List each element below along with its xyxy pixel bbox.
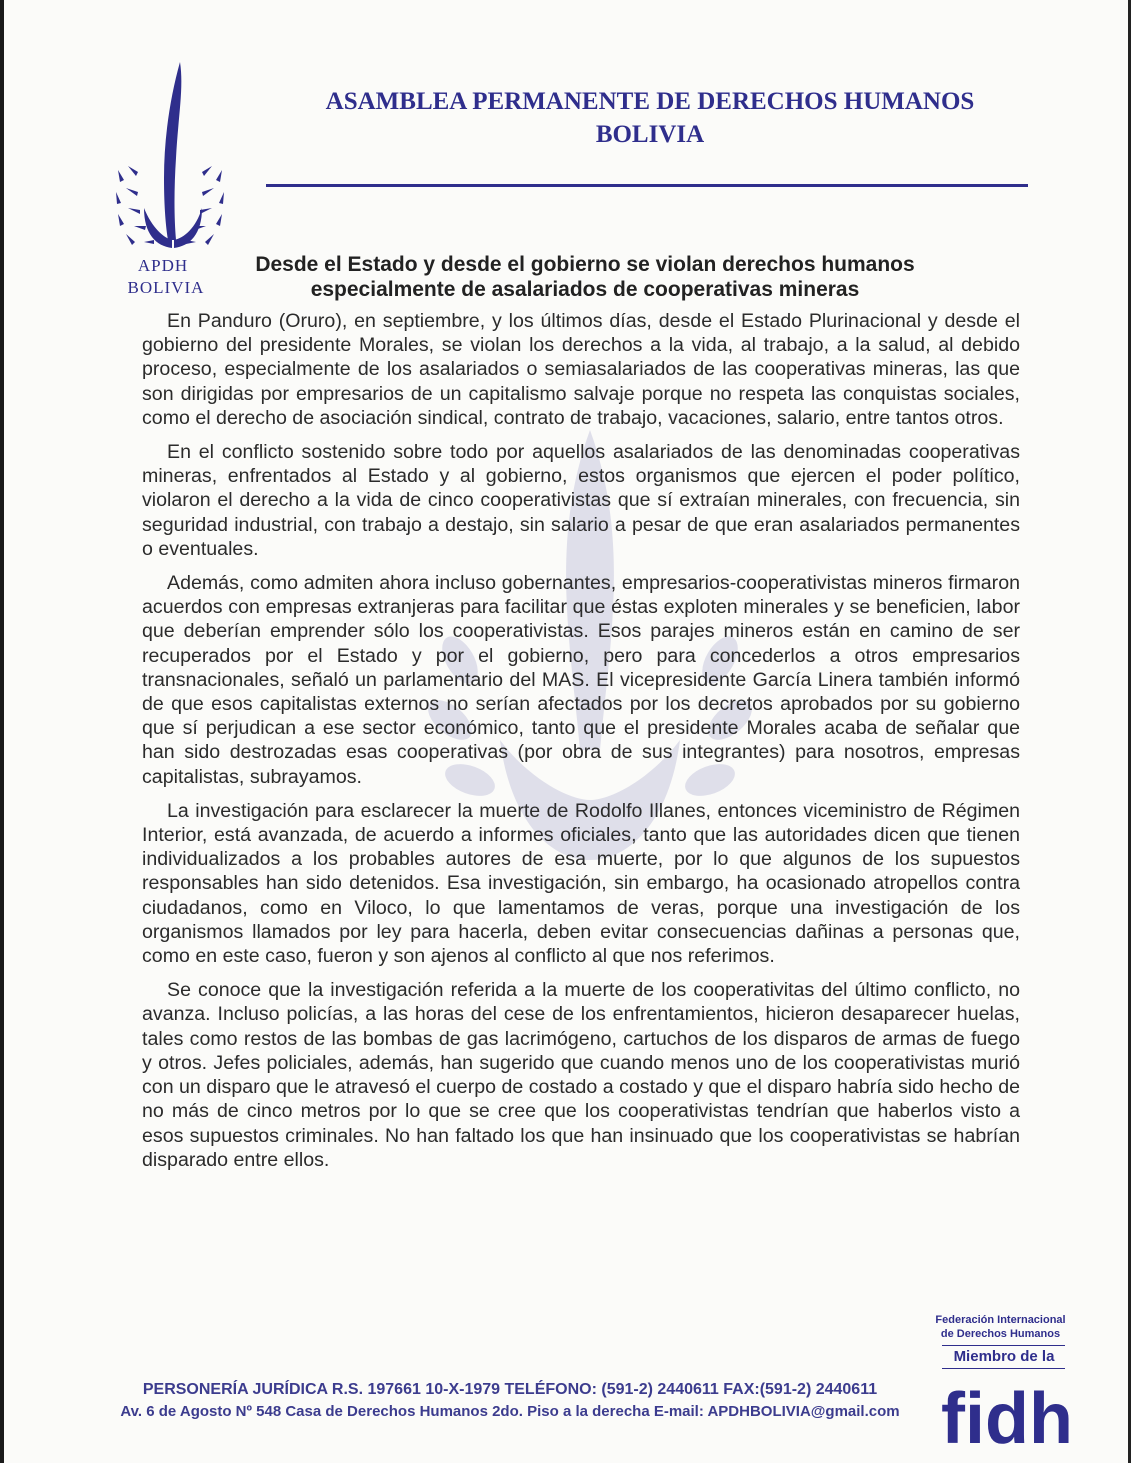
fidh-divider-bottom [942, 1368, 1065, 1369]
paragraph: Se conoce que la investigación referida a la muerte de los cooperativitas del último conflicto, no avanza. Incluso policías, a las horas del cese de los enfrentamientos, hicieron desaparecer huelas, tales como restos de las bombas de gas lacrimógeno, cartuchos de los disparos de armas de fuego y otros. Jefes policiales, además, han sugerido que cuando menos uno de los cooperativistas murió con un disparo que le atravesó el cuerpo de costado a costado y que el disparo habría sido hecho de no más de cinco metros por lo que se cree que los cooperativistas tendrían que haberlos visto a esos supuestos criminales. No han faltado los que han insinuado que los cooperativistas se habrían disparado entre ellos. [142, 979, 1020, 1171]
footer-address: Av. 6 de Agosto Nº 548 Casa de Derechos Humanos 2do. Piso a la derecha E-mail: APDHBOLIVIA@gmail.com [120, 1403, 900, 1420]
fidh-logo-text: fidh [941, 1379, 1073, 1459]
paragraph: Además, como admiten ahora incluso gobernantes, empresarios-cooperativistas mineros firmaron acuerdos con empresas extranjeras para facilitar que éstas exploten minerales y se beneficien, labor que deberían emprender sólo los cooperativistas. Esos parajes mineros están en camino de ser recuperados por el Estado y por el gobierno, pero para concederlos a otros empresarios transnacionales, señaló un parlamentario del MAS. El vicepresidente García Linera también informó de que esos capitalistas externos no serían afectados por los decretos aprobados por su gobierno que sí perjudican a ese sector económico, tanto que el presidente Morales acaba de señalar que han sido destrozadas esas cooperativas (por obra de sus integrantes) para nosotros, empresas capitalistas, subrayamos. [142, 572, 1020, 788]
document-body [142, 309, 1020, 1182]
fidh-divider-top [942, 1345, 1065, 1346]
apdh-logo [104, 58, 234, 303]
fidh-federation-label [928, 1313, 1073, 1341]
header-divider [266, 184, 1028, 187]
logo-bolivia-text: BOLIVIA [127, 278, 205, 297]
fidh-federation-line1: Federación Internacional [935, 1314, 1066, 1326]
fidh-logo-icon [941, 1375, 1073, 1459]
paragraph: En el conflicto sostenido sobre todo por aquellos asalariados de las denominadas cooperativas mineras, enfrentados al Estado y al gobierno, estos organismos que ejercen el poder político, violaron el derecho a la vida de cinco cooperativistas que sí extraían minerales, con frecuencia, sin seguridad industrial, con trabajo a destajo, sin salario a pesar de que eran asalariados permanentes o eventuales. [142, 441, 1020, 560]
logo-apdh-text: APDH [137, 256, 189, 275]
paragraph: La investigación para esclarecer la muerte de Rodolfo Illanes, entonces viceministro de Régimen Interior, está avanzada, de acuerdo a informes oficiales, tanto que las autoridades dicen que tienen individualizados a los probables autores de esa muerte, por lo que algunos de los supuestos responsables han sido detenidos. Esa investigación, sin embargo, ha ocasionado atropellos contra ciudadanos, como en Viloco, lo que lamentamos de veras, porque una investigación de los organismos llamados por ley para hacerla, deben evitar consecuencias dañinas a personas que, como en este caso, fueron y son ajenos al conflicto al que nos referimos. [142, 799, 1020, 968]
subtitle-line1: Desde el Estado y desde el gobierno se violan derechos humanos [255, 253, 915, 276]
apdh-flame-laurel-icon [104, 58, 234, 258]
fidh-logo [941, 1375, 1073, 1459]
org-title-line1: ASAMBLEA PERMANENTE DE DERECHOS HUMANOS [325, 88, 975, 115]
fidh-member-label: Miembro de la [953, 1348, 1055, 1365]
footer-registration: PERSONERÍA JURÍDICA R.S. 197661 10-X-1979 TELÉFONO: (591-2) 2440611 FAX:(591-2) 2440611 [142, 1381, 878, 1398]
scan-edge-left [0, 0, 4, 1463]
subtitle-line2: especialmente de asalariados de cooperativas mineras [310, 278, 860, 301]
fidh-federation-line2: de Derechos Humanos [940, 1328, 1061, 1340]
org-title-line2: BOLIVIA [595, 121, 705, 148]
paragraph: En Panduro (Oruro), en septiembre, y los últimos días, desde el Estado Plurinacional y desde el gobierno del presidente Morales, se violan los derechos a la vida, al trabajo, a la salud, al debido proceso, especialmente de los asalariados o semiasalariados de las cooperativas mineras, las que son dirigidas por empresarios de un capitalismo salvaje porque no respeta las conquistas sociales, como el derecho de asociación sindical, contrato de trabajo, vacaciones, salario, entre tantos otros. [142, 310, 1020, 429]
